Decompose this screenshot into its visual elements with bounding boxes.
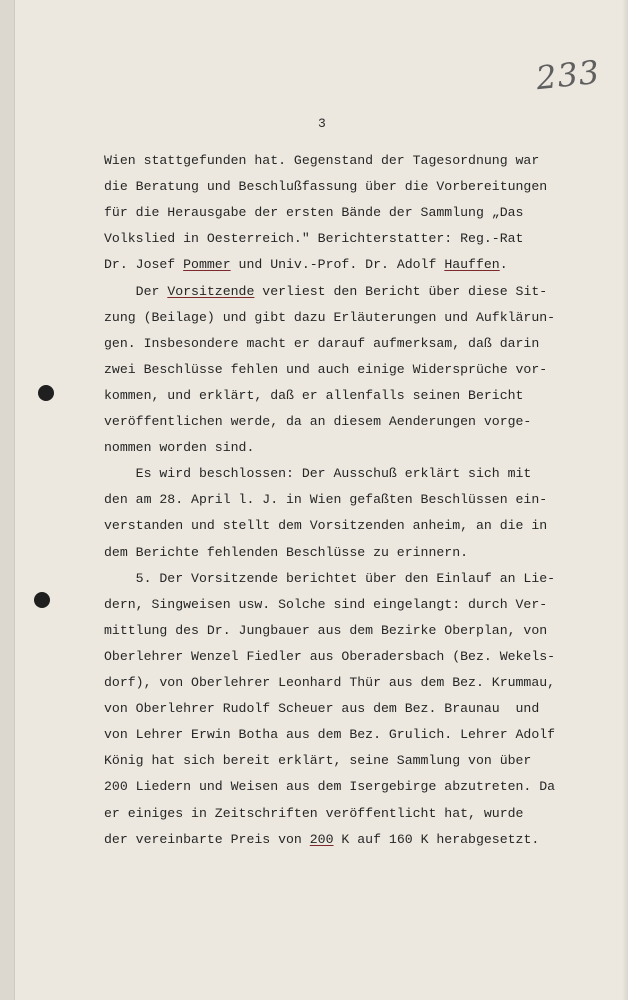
text-segment: . bbox=[499, 257, 508, 273]
text-segment: die Beratung und Beschlußfassung über die Vorbereitungen bbox=[104, 179, 548, 195]
text-segment: er einiges in Zeitschriften veröffentlicht hat, wurde bbox=[104, 805, 524, 821]
text-segment: kommen, und erklärt, daß er allenfalls seinen Bericht bbox=[104, 387, 524, 403]
punch-hole-icon bbox=[38, 385, 54, 401]
text-line bbox=[104, 388, 523, 403]
text-segment: gen. Insbesondere macht er darauf aufmerksam, daß darin bbox=[104, 335, 540, 351]
text-segment: Der bbox=[104, 283, 168, 299]
text-segment: zung (Beilage) und gibt dazu Erläuterungen und Aufklärun- bbox=[104, 309, 556, 325]
text-line bbox=[104, 701, 539, 716]
text-line bbox=[104, 336, 539, 351]
text-line bbox=[104, 623, 547, 638]
text-line bbox=[104, 257, 508, 272]
underlined-name: Hauffen bbox=[444, 257, 500, 273]
text-segment: dern, Singweisen usw. Solche sind eingelangt: durch Ver- bbox=[104, 596, 548, 612]
text-line bbox=[104, 310, 555, 325]
text-line bbox=[104, 466, 531, 481]
text-segment: verliest den Bericht über diese Sit- bbox=[254, 283, 548, 299]
archive-folio-number: 233 bbox=[534, 52, 602, 98]
text-line bbox=[104, 806, 523, 821]
text-line bbox=[104, 205, 523, 220]
text-line bbox=[104, 779, 555, 794]
text-segment: für die Herausgabe der ersten Bände der Sammlung „Das bbox=[104, 205, 524, 221]
text-line bbox=[104, 179, 547, 194]
text-line bbox=[104, 545, 468, 560]
text-line bbox=[104, 362, 547, 377]
underlined-name: Pommer bbox=[183, 257, 231, 273]
text-segment: und Univ.-Prof. Dr. Adolf bbox=[230, 257, 445, 273]
text-segment: mittlung des Dr. Jungbauer aus dem Bezirke Oberplan, von bbox=[104, 622, 548, 638]
text-line bbox=[104, 753, 531, 768]
text-segment: den am 28. April l. J. in Wien gefaßten Beschlüssen ein- bbox=[104, 492, 548, 508]
text-segment: zwei Beschlüsse fehlen und auch einige Widersprüche vor- bbox=[104, 361, 548, 377]
text-segment: dem Berichte fehlenden Beschlüsse zu erinnern. bbox=[104, 544, 469, 560]
text-line bbox=[104, 597, 547, 612]
underlined-name: Vorsitzende bbox=[167, 283, 255, 299]
text-segment: der vereinbarte Preis von bbox=[104, 831, 310, 847]
page-edge-shadow bbox=[622, 0, 628, 1000]
text-segment: Es wird beschlossen: Der Ausschuß erklärt sich mit bbox=[104, 466, 532, 482]
text-segment: nommen worden sind. bbox=[104, 440, 255, 456]
text-line bbox=[104, 414, 531, 429]
text-line bbox=[104, 649, 555, 664]
punch-hole-icon bbox=[34, 592, 50, 608]
page-binding-edge bbox=[0, 0, 15, 1000]
text-segment: veröffentlichen werde, da an diesem Aenderungen vorge- bbox=[104, 414, 532, 429]
text-line bbox=[104, 153, 539, 168]
text-segment: von Lehrer Erwin Botha aus dem Bez. Grulich. Lehrer Adolf bbox=[104, 727, 556, 743]
text-segment: Dr. Josef bbox=[104, 257, 184, 273]
text-line bbox=[104, 675, 555, 690]
text-line bbox=[104, 231, 523, 246]
text-segment: verstanden und stellt dem Vorsitzenden anheim, an die in bbox=[104, 518, 548, 534]
underlined-name: 200 bbox=[309, 831, 334, 847]
text-segment: Wien stattgefunden hat. Gegenstand der Tagesordnung war bbox=[104, 153, 540, 168]
text-line bbox=[104, 727, 555, 742]
text-segment: Volkslied in Oesterreich." Berichterstatter: Reg.-Rat bbox=[104, 231, 524, 247]
text-segment: König hat sich bereit erklärt, seine Sammlung von über bbox=[104, 753, 532, 769]
text-segment: von Oberlehrer Rudolf Scheuer aus dem Bez. Braunau und bbox=[104, 701, 540, 717]
text-line bbox=[104, 284, 547, 299]
text-line bbox=[104, 518, 547, 533]
text-segment: K auf 160 K herabgesetzt. bbox=[333, 831, 540, 847]
text-line bbox=[104, 440, 254, 455]
text-segment: dorf), von Oberlehrer Leonhard Thür aus dem Bez. Krummau, bbox=[104, 675, 556, 690]
page-number: 3 bbox=[318, 116, 326, 131]
text-segment: 5. Der Vorsitzende berichtet über den Einlauf an Lie- bbox=[104, 570, 556, 586]
text-segment: Oberlehrer Wenzel Fiedler aus Oberadersbach (Bez. Wekels- bbox=[104, 648, 556, 664]
text-line bbox=[104, 492, 547, 507]
text-line bbox=[104, 571, 555, 586]
text-line bbox=[104, 832, 539, 847]
text-segment: 200 Liedern und Weisen aus dem Isergebirge abzutreten. Da bbox=[104, 779, 556, 795]
